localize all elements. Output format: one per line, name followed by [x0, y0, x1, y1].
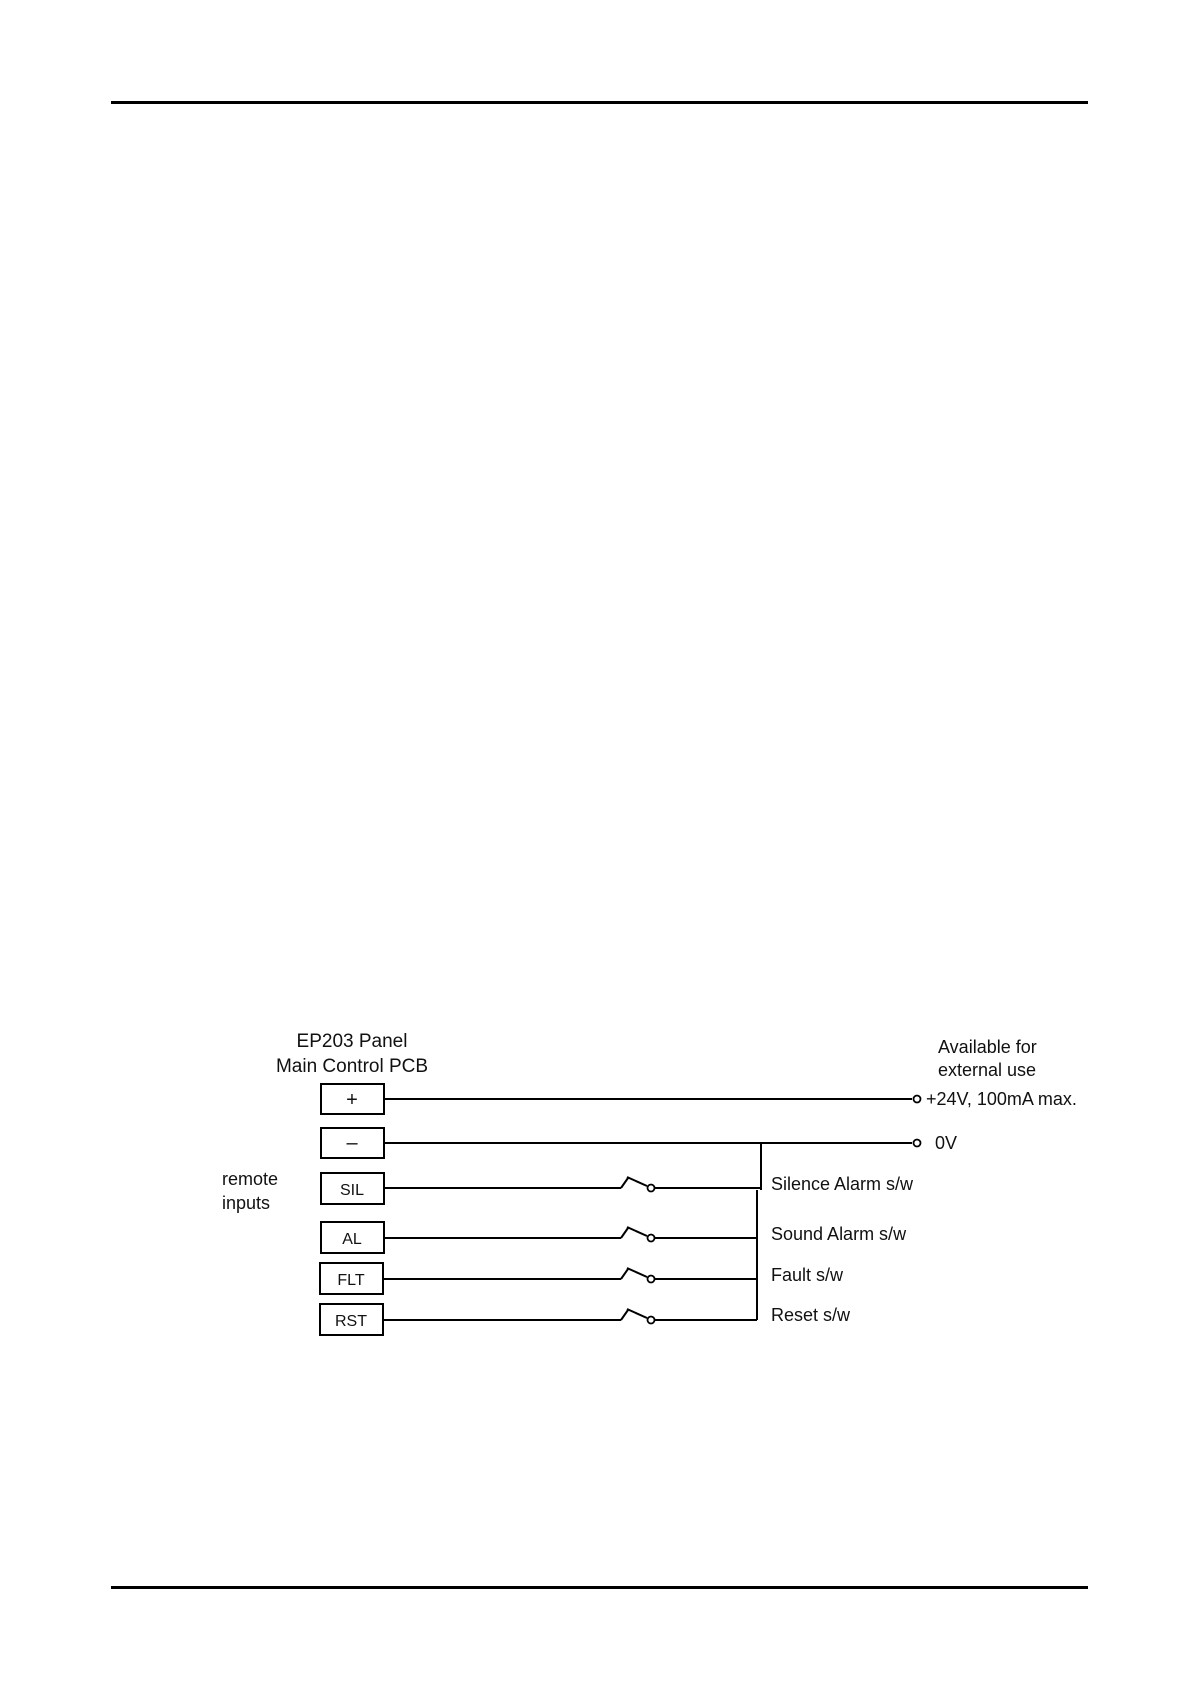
terminal-al-label: AL	[342, 1231, 362, 1248]
terminal-plus-label: +	[346, 1089, 358, 1111]
silence-alarm-circuit	[384, 1177, 761, 1192]
supply-output-label: +24V, 100mA max.	[926, 1089, 1077, 1109]
fault-label: Fault s/w	[771, 1265, 844, 1285]
external-use-line1: Available for	[938, 1037, 1037, 1057]
terminal-sil	[321, 1173, 384, 1204]
fault-circuit	[383, 1268, 757, 1283]
remote-inputs-line1: remote	[222, 1169, 279, 1189]
zero-volt-output-terminal	[914, 1140, 921, 1147]
sound-alarm-circuit	[384, 1227, 757, 1242]
terminal-rst	[320, 1304, 383, 1335]
terminal-minus-label: –	[346, 1132, 358, 1154]
terminal-sil-label: SIL	[339, 1182, 365, 1199]
terminal-flt	[320, 1263, 383, 1294]
sound-alarm-label: Sound Alarm s/w	[771, 1224, 907, 1244]
zero-volt-output-label: 0V	[935, 1133, 958, 1153]
terminal-flt-label: FLT	[337, 1272, 365, 1289]
reset-circuit	[383, 1309, 757, 1324]
terminal-rst-label: RST	[335, 1313, 367, 1330]
panel-title-line2: Main Control PCB	[275, 1056, 429, 1077]
terminal-minus	[321, 1128, 384, 1158]
external-use-line2: external use	[938, 1060, 1037, 1080]
supply-output-terminal	[914, 1096, 921, 1103]
remote-inputs-line2: inputs	[222, 1193, 271, 1213]
terminal-al	[321, 1222, 384, 1253]
panel-title-line1: EP203 Panel	[296, 1031, 408, 1052]
silence-alarm-label: Silence Alarm s/w	[771, 1174, 914, 1194]
reset-label: Reset s/w	[771, 1305, 851, 1325]
terminal-plus	[321, 1084, 384, 1114]
